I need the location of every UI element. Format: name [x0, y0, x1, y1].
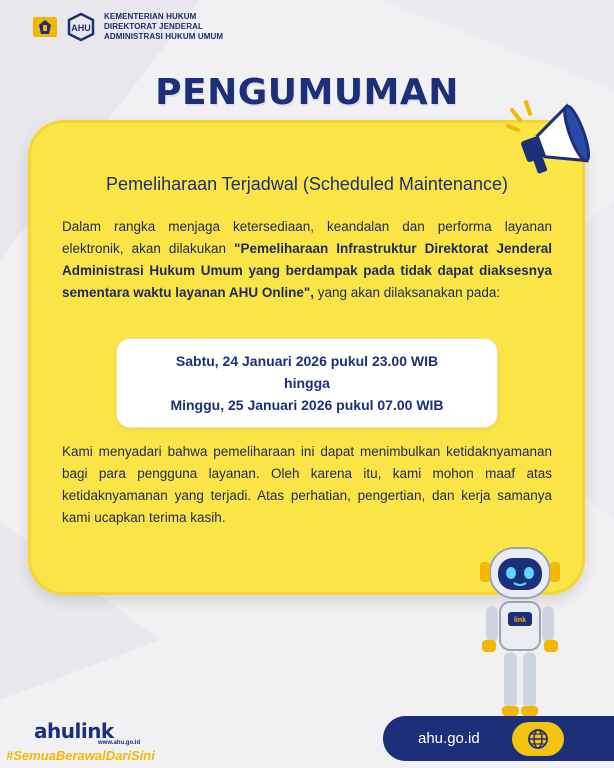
intro-bold: "Pemeliharaan Infrastruktur Direktorat Jenderal Administrasi Hukum Umum yang berdampak pada tidak dapat diaksesnya sementara waktu layanan AHU Online",	[62, 241, 553, 300]
ahu-logo	[66, 12, 96, 42]
page-title: PENGUMUMAN	[155, 72, 459, 113]
schedule-box	[116, 338, 498, 428]
ahulink-logo	[34, 716, 141, 746]
kemenkum-logo	[30, 12, 60, 42]
intro-paragraph	[62, 216, 552, 304]
globe-icon	[527, 728, 549, 750]
schedule-start: Sabtu, 24 Januari 2026 pukul 23.00 WIB	[175, 353, 439, 369]
hashtag: #SemuaBerawalDariSini	[6, 748, 155, 763]
brand-web: www.ahu.go.id	[98, 740, 141, 746]
header	[30, 10, 223, 44]
website-link[interactable]: ahu.go.id	[418, 730, 480, 747]
org-line: DIREKTORAT JENDERAL	[104, 22, 203, 31]
announcement-subtitle: Pemeliharaan Terjadwal (Scheduled Maintenance)	[106, 174, 508, 194]
intro-lead: Dalam rangka menjaga ketersediaan, keandalan dan performa layanan elektronik, akan dilakukan	[62, 219, 552, 256]
svg-text:AHU: AHU	[71, 23, 91, 33]
org-name	[104, 12, 223, 42]
brand-link: link	[74, 719, 114, 743]
globe-button[interactable]	[512, 722, 564, 756]
brand-main: ahu	[34, 719, 75, 743]
org-line: ADMINISTRASI HUKUM UMUM	[104, 32, 224, 41]
org-line: KEMENTERIAN HUKUM	[104, 12, 197, 21]
intro-tail: yang akan dilaksanakan pada:	[313, 285, 501, 300]
svg-text:link: link	[513, 617, 527, 624]
robot-mascot	[470, 540, 570, 730]
closing-paragraph: Kami menyadari bahwa pemeliharaan ini dapat menimbulkan ketidaknyamanan bagi para pengguna layanan. Oleh karena itu, kami mohon maaf atas ketidaknyamanan yang terjadi. Atas perhatian, pengertian, dan kerja samanya kami ucapkan terima kasih.	[62, 444, 552, 525]
schedule-separator: hingga	[284, 375, 330, 391]
schedule-end: Minggu, 25 Januari 2026 pukul 07.00 WIB	[170, 397, 444, 413]
